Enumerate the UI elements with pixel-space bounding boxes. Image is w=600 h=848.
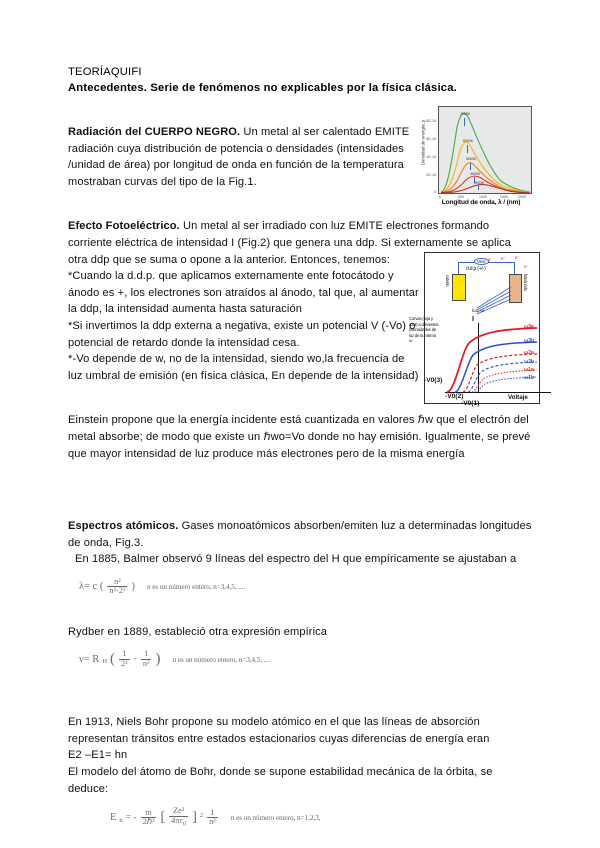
balmer-numerator: n²	[114, 576, 121, 586]
fig2-frame	[424, 252, 540, 407]
fig2-electron-label-1: e⁻	[488, 257, 493, 262]
fig1-curve-label-7000k: 7000K	[459, 112, 471, 116]
bullet-saturacion: *Cuando la d.d.p. que aplicamos externamente ente fotocátodo y ánodo es +, los electrones son atraídos al ánodo, tal que, al aumentar la ddp, la intensidad aumenta hasta saturación	[68, 270, 419, 316]
fig2-annotation-note: Curvas (roja y azul) a diferentes intensidades de luz de la misma ω	[409, 316, 439, 344]
fig2-legend-w3b: ω3b	[524, 338, 535, 344]
rydberg-term-1	[119, 650, 130, 668]
section-espectros	[68, 518, 534, 551]
fig1-y-tick-2: 4E-15	[426, 155, 436, 159]
bohr-note: n es un número entero, n=1,2,3,	[230, 813, 321, 823]
fig2-light-label: luz, ω	[472, 308, 485, 313]
fig1-curve-5000k	[441, 163, 530, 193]
bohr-exponent: 2	[199, 811, 204, 819]
fig1-x-tick-2: 1000	[479, 195, 487, 199]
fig2-legend-w2a: ω2a	[524, 350, 534, 356]
rydberg-close-paren: )	[155, 651, 161, 668]
bohr-open-bracket: [	[160, 810, 166, 826]
bullet-frecuencia-umbral: *-Vo depende de w, no de la intensidad, siendo wo,la frecuencia de luz umbral de emisión (en física clásica, En depende de la intensidad)	[68, 353, 419, 382]
fig2-legend-w1b: ω1b	[524, 375, 535, 381]
fig1-x-tick-3: 1500	[500, 195, 508, 199]
fig2-legend-w3a: ω3a	[524, 324, 534, 330]
fig2-stop-potential-1: -V0(1)	[461, 400, 480, 407]
fig2-anode-label: fotoánodo	[523, 274, 528, 291]
fig2-ddp-label: d.d.p (+/-)	[466, 265, 486, 272]
section-fotoelectrico-intro	[68, 218, 534, 251]
heading-espectros: Espectros atómicos.	[68, 520, 179, 533]
fig1-x-tick-1: 500	[458, 195, 464, 199]
rydberg-open-paren: (	[110, 651, 116, 668]
heading-fotoelectrico: Efecto Fotoeléctrico.	[68, 220, 180, 233]
bohr-f2-numerator: Ze²	[173, 806, 185, 816]
bohr-energy-line: E2 –E1= hn	[68, 749, 128, 762]
fig2-axis-x-label: Voltaje	[508, 394, 528, 401]
fig2-electron-label-3: e⁻	[515, 255, 520, 260]
rydberg-formula	[72, 650, 534, 668]
rydberg-intro: Rydber en 1889, estableció otra expresión empírica	[68, 625, 328, 638]
bohr-lhs-subscript: n	[119, 816, 123, 824]
figure-blackbody-radiation	[410, 104, 538, 216]
fig2-electron-label-4: e⁻	[524, 264, 529, 269]
bullet-potencial-retardo: *Si invertimos la ddp externa a negativa, existe un potencial V (-Vo) o potencial de retardo donde la intensidad cesa.	[68, 319, 416, 349]
rydberg-term-2	[141, 650, 152, 668]
bohr-equals: = -	[125, 812, 137, 823]
bohr-f2-denominator	[169, 816, 188, 828]
bohr-charge-fraction	[169, 807, 188, 828]
fig2-legend-w1a: ω1a	[524, 367, 534, 373]
document-subtitle: Antecedentes. Serie de fenómenos no explicables por la física clásica.	[68, 82, 457, 94]
document-title: TEORÍAQUIFI	[68, 66, 142, 78]
rydberg-t2-denominator: n²	[142, 658, 150, 668]
balmer-note: n es un número entero, n=3,4,5, ....	[146, 582, 246, 592]
bohr-lhs: E	[110, 812, 117, 824]
fig1-marker-6000k	[467, 145, 468, 153]
bohr-f1-numerator: m	[145, 807, 152, 817]
fig1-curve-label-4000k: 4000K	[469, 172, 481, 176]
fig1-y-tick-0: 8E-15	[426, 119, 436, 123]
fig2-legend-w2b: ω2b	[524, 359, 535, 365]
balmer-denominator: n²-2²	[109, 586, 126, 596]
bohr-f1-denominator: 2ℏ²	[142, 817, 155, 827]
fig1-y-tick-3: 2E-15	[426, 173, 436, 177]
rydberg-minus: -	[133, 654, 137, 665]
body-fotoelectrico: Un metal al ser irradiado con luz EMITE electrones formando corriente eléctrica de intensidad I (Fig.2) que genera una ddp. Si externamente se aplica	[68, 220, 512, 249]
fig2-stop-potential-3: -V0(3)	[424, 377, 443, 384]
fig1-y-axis-label: Densidad de energía, ρ	[420, 119, 426, 166]
fig1-marker-3000k	[478, 185, 479, 190]
figure-photoelectric-effect	[408, 252, 540, 410]
balmer-rhs: )	[131, 581, 135, 593]
bohr-f2-den-text: 4πε	[171, 815, 183, 825]
fig1-curve-label-3000k: 3000K	[473, 181, 485, 185]
fig1-y-tick-1: 6E-15	[426, 137, 436, 141]
fig2-cathode-label: cátodo	[445, 275, 450, 287]
fig1-curve-label-6000k: 6000K	[462, 139, 474, 143]
fig2-axis-y-label: I	[472, 316, 474, 323]
rydberg-t1-numerator: 1	[122, 649, 127, 659]
bohr-mass-fraction	[141, 809, 157, 827]
bohr-close-bracket: ]	[192, 810, 197, 826]
fig2-voltmeter-label: Vext	[474, 258, 489, 265]
fig1-x-axis-label: Longitud de onda, λ / (nm)	[441, 199, 521, 206]
bohr-model-intro: El modelo del átomo de Bohr, donde se supone estabilidad mecánica de la órbita, se deduce:	[68, 766, 493, 795]
bohr-n-fraction	[207, 809, 218, 827]
fig2-electron-label-2: e⁻	[501, 256, 506, 261]
fig1-x-tick-4: 2000	[518, 195, 526, 199]
rydberg-subscript: H	[102, 658, 108, 666]
bohr-f3-denominator: n²	[209, 817, 216, 827]
bohr-formula	[110, 807, 534, 828]
fig2-stop-potential-2: -V0(2)	[445, 393, 464, 400]
fig1-curve-label-5000k: 5000K	[465, 157, 477, 161]
fig1-marker-7000k	[464, 118, 465, 126]
heading-cuerpo-negro: Radiación del CUERPO NEGRO.	[68, 126, 241, 138]
rydberg-t2-numerator: 1	[144, 649, 149, 659]
section-cuerpo-negro	[68, 124, 420, 190]
fig1-y-tick-4: 0	[434, 190, 436, 194]
body-fotoelectrico-2: otra ddp que se suma o opone a la anterior. Entonces, tenemos:	[68, 253, 390, 266]
balmer-lhs: λ= c (	[79, 581, 104, 593]
balmer-formula	[72, 578, 534, 596]
rydberg-t1-denominator: 2²	[121, 658, 128, 668]
balmer-intro: En 1885, Balmer observó 9 líneas del espectro del H que empíricamente se ajustaban a	[75, 553, 517, 566]
bohr-intro: En 1913, Niels Bohr propone su modelo atómico en el que las líneas de absorción representan tránsitos entre estados estacionarios cuyas diferencias de energía eran	[68, 716, 490, 745]
balmer-fraction	[107, 578, 127, 596]
bohr-f3-numerator: 1	[210, 807, 215, 817]
bohr-f2-den-subscript: 0	[182, 820, 187, 828]
rydberg-note: n es un número entero, n=3,4,5, ....	[172, 654, 271, 664]
paragraph-einstein: Einstein propone que la energía incidente está cuantizada en valores ℏw que el electrón del metal absorbe; de modo que existe un ℏwo=Vo donde no hay emisión. Igualmente, se prevé que mayor intensidad de luz produce más electrones pero de la misma energía	[68, 414, 531, 460]
body-espectros: Gases monoatómicos absorben/emiten luz a determinadas longitudes de onda, Fig.3.	[68, 520, 532, 549]
fig1-x-tick-0: 0	[439, 195, 441, 199]
fig1-marker-5000k	[470, 163, 471, 170]
rydberg-lhs: ν= R	[79, 653, 100, 665]
body-cuerpo-negro: Un metal al ser calentado EMITE radiación cuya distribución de potencia o densidades (intensidades /unidad de área) por longitud de onda en función de la temperatura mostraban curvas del tipo de la Fig.1.	[68, 126, 410, 188]
